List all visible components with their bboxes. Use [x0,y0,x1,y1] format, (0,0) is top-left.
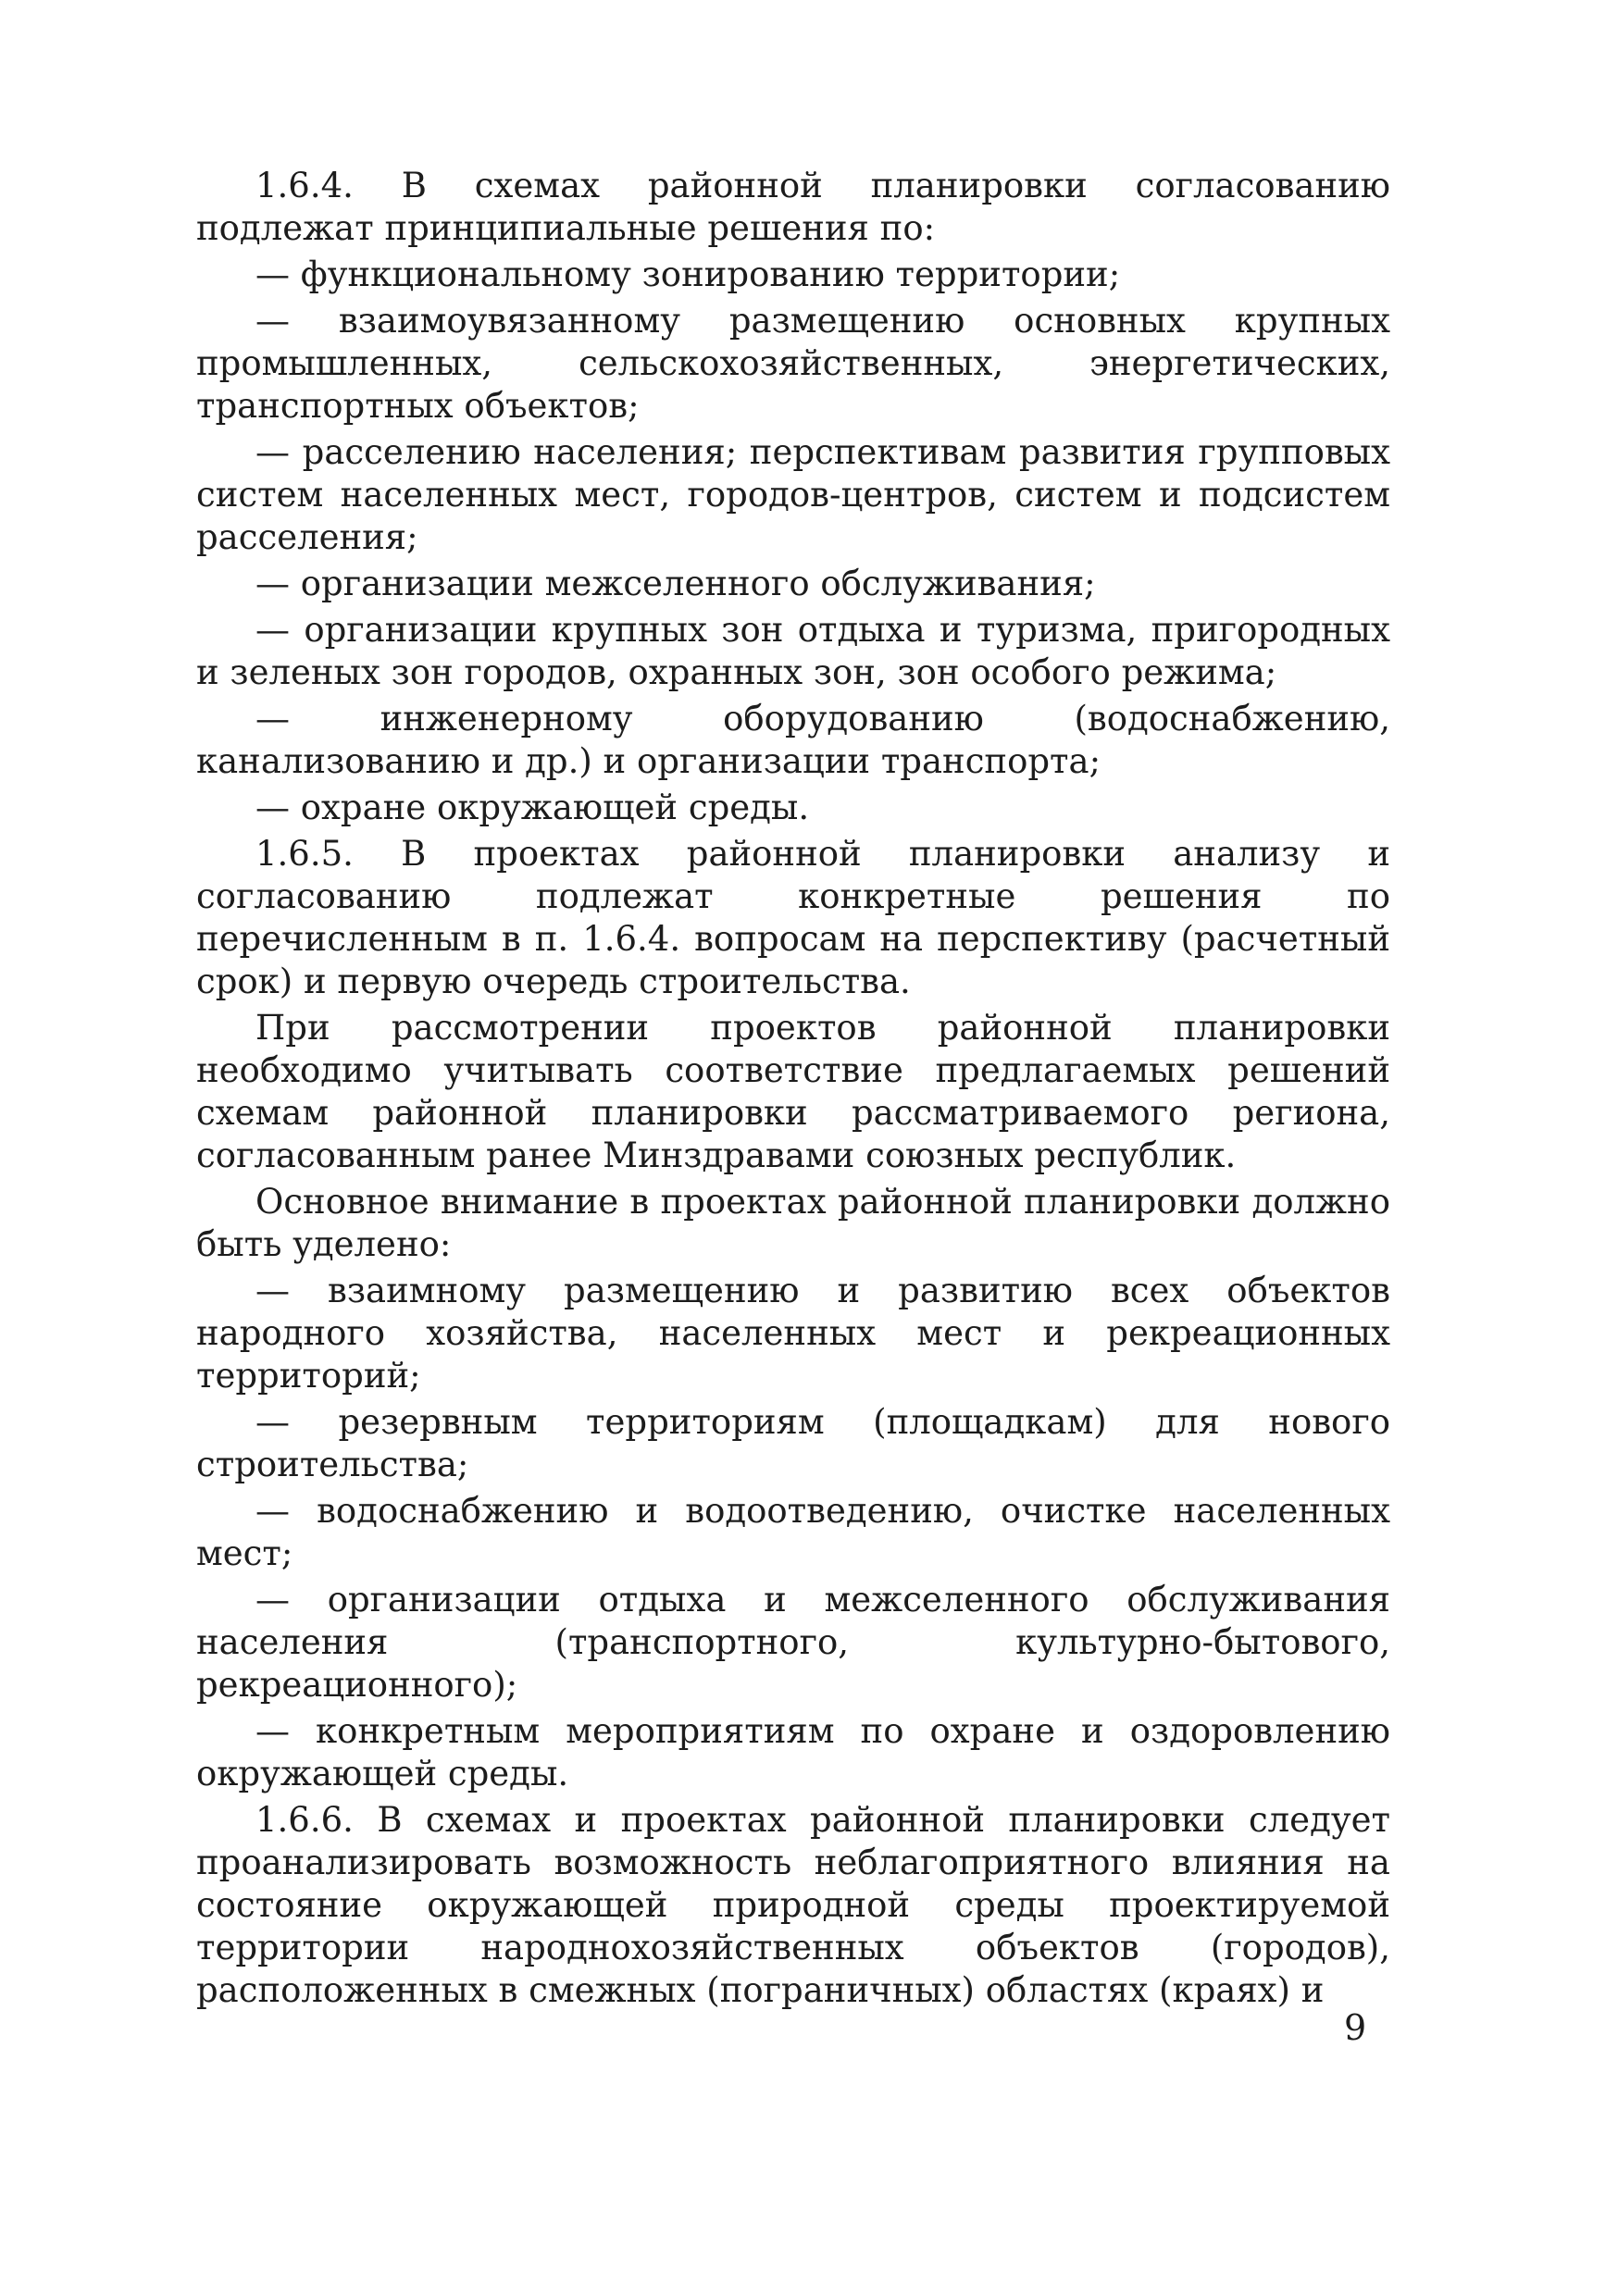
list-item-water: — водоснабжению и водоотведению, очистке населенных мест; [196,1491,1390,1573]
list-item-zoning: — функциональному зонированию территории; [255,254,1121,294]
list-item-settlement: — расселению населения; перспективам развития групповых систем населенных мест, городов-центров, систем и подсистем расселения; [196,432,1390,557]
list-item-environment: — охране окружающей среды. [255,788,810,827]
document-body [196,165,1390,2016]
paragraph-1-6-4: 1.6.4. В схемах районной планировки согласованию подлежат принципиальные решения по: [196,166,1390,248]
list-item-engineering: — инженерному оборудованию (водоснабжению, канализованию и др.) и организации транспорта; [196,699,1390,781]
paragraph-review: При рассмотрении проектов районной планировки необходимо учитывать соответствие предлагаемых решений схемам районной планировки рассматриваемого региона, согласованным ранее Минздравами союзных республик. [196,1008,1390,1175]
list-item-recreation-zones: — организации крупных зон отдыха и туризма, пригородных и зеленых зон городов, охранных зон, зон особого режима; [196,610,1390,692]
paragraph-main-attention: Основное внимание в проектах районной планировки должно быть уделено: [196,1182,1390,1264]
paragraph-1-6-5: 1.6.5. В проектах районной планировки анализу и согласованию подлежат конкретные решения по перечисленным в п. 1.6.4. вопросам на перспективу (расчетный срок) и первую очередь строительства. [196,834,1390,1001]
list-item-objects-placement: — взаимоувязанному размещению основных крупных промышленных, сельскохозяйственных, энергетических, транспортных объектов; [196,301,1390,426]
paragraph-1-6-6: 1.6.6. В схемах и проектах районной планировки следует проанализировать возможность неблагоприятного влияния на состояние окружающей природной среды проектируемой территории народнохозяйственных объектов (городов), расположенных в смежных (пограничных) областях (краях) и [196,1800,1390,2010]
list-item-reserve-territories: — резервным территориям (площадкам) для нового строительства; [196,1402,1390,1484]
list-item-protection: — конкретным мероприятиям по охране и оздоровлению окружающей среды. [196,1711,1390,1793]
page-number: 9 [1344,2007,1367,2048]
list-item-mutual-placement: — взаимному размещению и развитию всех объектов народного хозяйства, населенных мест и рекреационных территорий; [196,1271,1390,1396]
list-item-service: — организации межселенного обслуживания; [255,564,1096,603]
list-item-leisure: — организации отдыха и межселенного обслуживания населения (транспортного, культурно-бытового, рекреационного); [196,1580,1390,1705]
